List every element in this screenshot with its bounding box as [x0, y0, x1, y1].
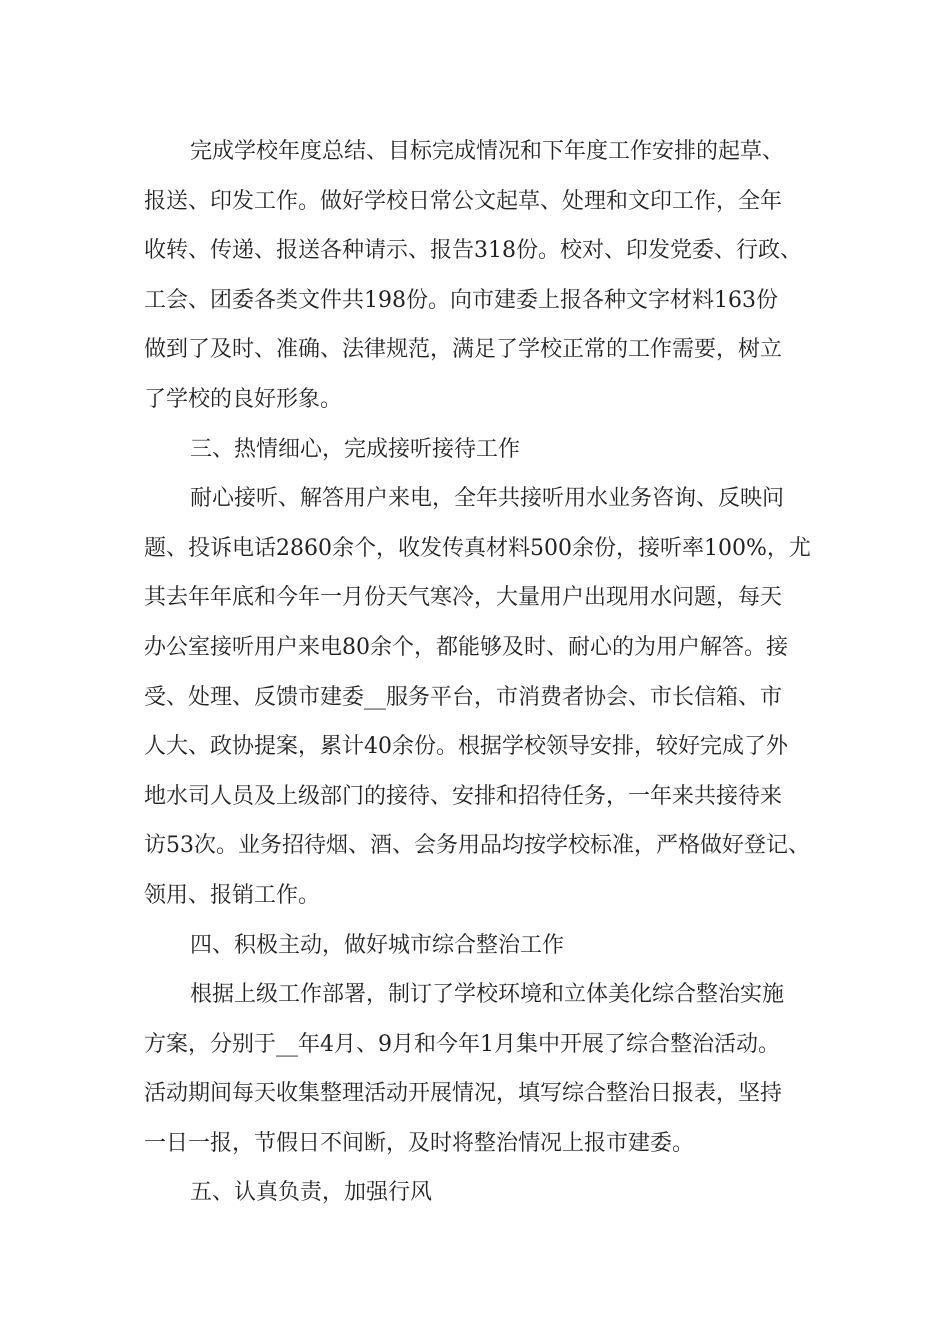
section-heading-5: 五、认真负责，加强行风	[190, 1180, 433, 1206]
paragraph-line: 根据上级工作部署，制订了学校环境和立体美化综合整治实施	[190, 982, 785, 1008]
paragraph-line: 工会、团委各类文件共198份。向市建委上报各种文字材料163份	[144, 287, 778, 313]
paragraph-line: 办公室接听用户来电80余个，都能够及时、耐心的为用户解答。接	[144, 634, 788, 660]
paragraph-line: 做到了及时、准确、法律规范，满足了学校正常的工作需要，树立	[144, 337, 783, 363]
paragraph-line: 收转、传递、报送各种请示、报告318份。校对、印发党委、行政、	[144, 238, 802, 264]
paragraph-line: 题、投诉电话2860余个，收发传真材料500余份，接听率100%，尤	[144, 535, 811, 561]
paragraph-line: 人大、政协提案，累计40余份。根据学校领导安排，较好完成了外	[144, 734, 788, 760]
section-heading-4: 四、积极主动，做好城市综合整治工作	[190, 932, 565, 958]
paragraph-line: 了学校的良好形象。	[144, 386, 343, 412]
paragraph-line: 完成学校年度总结、目标完成情况和下年度工作安排的起草、	[190, 139, 785, 164]
paragraph-line: 领用、报销工作。	[144, 882, 321, 908]
paragraph-line: 其去年年底和今年一月份天气寒冷，大量用户出现用水问题，每天	[144, 585, 783, 611]
paragraph-line: 访53次。业务招待烟、酒、会务用品均按学校标准，严格做好登记、	[144, 833, 810, 859]
paragraph-line: 受、处理、反馈市建委__服务平台，市消费者协会、市长信箱、市	[144, 684, 783, 710]
paragraph-line: 活动期间每天收集整理活动开展情况，填写综合整治日报表，坚持	[144, 1081, 783, 1107]
paragraph-line: 报送、印发工作。做好学校日常公文起草、处理和文印工作，全年	[144, 188, 783, 214]
section-heading-3: 三、热情细心，完成接听接待工作	[190, 436, 521, 462]
document-body	[144, 127, 824, 1218]
paragraph-line: 方案，分别于__年4月、9月和今年1月集中开展了综合整治活动。	[144, 1031, 780, 1057]
paragraph-line: 地水司人员及上级部门的接待、安排和招待任务，一年来共接待来	[144, 783, 783, 809]
paragraph-line: 一日一报，节假日不间断，及时将整治情况上报市建委。	[144, 1130, 695, 1156]
paragraph-line: 耐心接听、解答用户来电，全年共接听用水业务咨询、反映问	[190, 486, 785, 512]
